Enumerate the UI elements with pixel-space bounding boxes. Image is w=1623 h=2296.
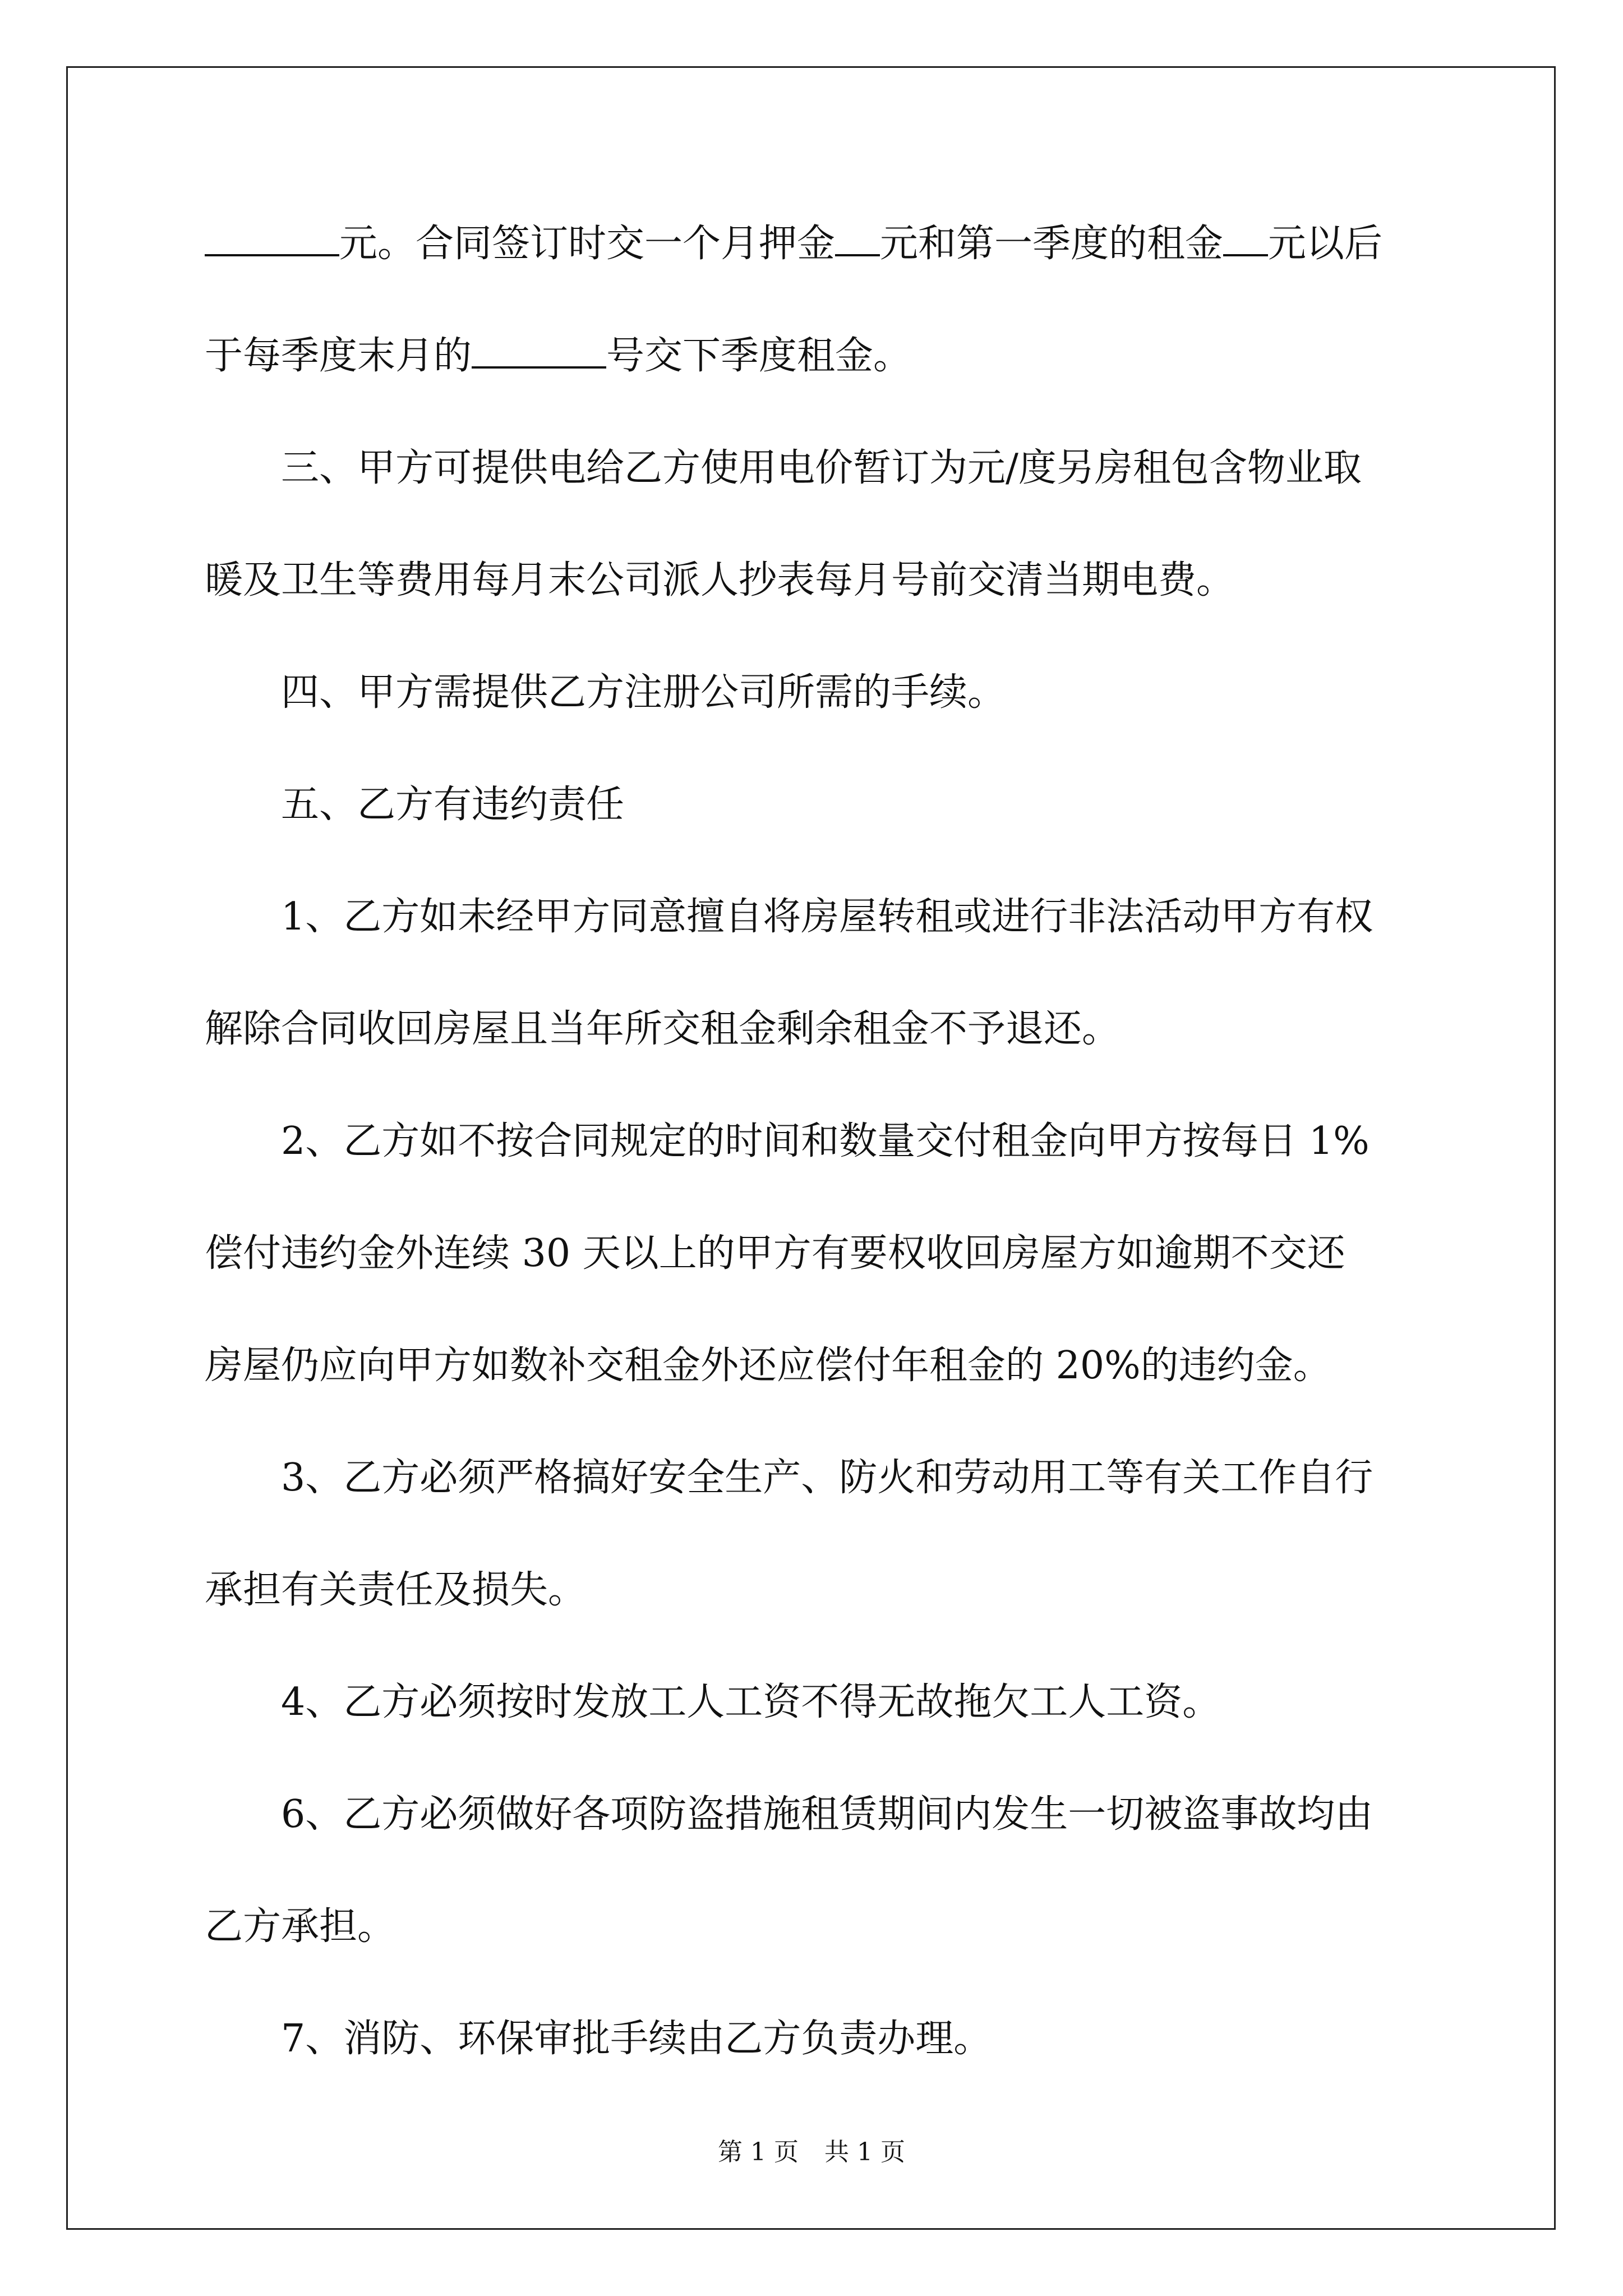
text-segment: 于每季度末月的 <box>205 334 472 378</box>
text-line-3: 三、甲方可提供电给乙方使用电价暂订为元/度另房租包含物业取 <box>281 446 1362 490</box>
text-segment: 元和第一季度的租金 <box>880 222 1224 266</box>
text-segment: 元以后 <box>1268 222 1383 266</box>
text-segment: 元。合同签订时交一个月押金 <box>339 222 836 266</box>
text-segment: 号交下季度租金。 <box>606 334 912 378</box>
fill-in-blank <box>835 222 880 256</box>
text-line-7: 1、乙方如未经甲方同意擅自将房屋转租或进行非法活动甲方有权 <box>281 895 1373 939</box>
text-line-5: 四、甲方需提供乙方注册公司所需的手续。 <box>281 670 1006 715</box>
text-line-14: 4、乙方必须按时发放工人工资不得无故拖欠工人工资。 <box>281 1680 1221 1724</box>
text-line-9: 2、乙方如不按合同规定的时间和数量交付租金向甲方按每日 1% <box>281 1119 1370 1163</box>
text-line-4: 暖及卫生等费用每月末公司派人抄表每月号前交清当期电费。 <box>205 558 1235 602</box>
text-line-12: 3、乙方必须严格搞好安全生产、防火和劳动用工等有关工作自行 <box>281 1456 1373 1500</box>
page-footer <box>0 2132 1623 2168</box>
page-number-total: 共 1 页 <box>824 2138 905 2166</box>
text-line-8: 解除合同收回房屋且当年所交租金剩余租金不予退还。 <box>205 1007 1121 1051</box>
text-line-1 <box>205 216 1419 272</box>
page-number-current: 第 1 页 <box>718 2138 799 2166</box>
text-line-11: 房屋仍应向甲方如数补交租金外还应偿付年租金的 20%的违约金。 <box>205 1343 1331 1388</box>
fill-in-blank <box>205 222 339 256</box>
text-line-15: 6、乙方必须做好各项防盗措施租赁期间内发生一切被盗事故均由 <box>281 1792 1373 1837</box>
fill-in-blank <box>472 334 606 369</box>
text-line-17: 7、消防、环保审批手续由乙方负责办理。 <box>281 2017 992 2061</box>
text-line-6: 五、乙方有违约责任 <box>281 783 625 827</box>
text-line-16: 乙方承担。 <box>205 1904 396 1949</box>
text-line-13: 承担有关责任及损失。 <box>205 1568 587 1612</box>
text-line-10: 偿付违约金外连续 30 天以上的甲方有要权收回房屋方如逾期不交还 <box>205 1231 1345 1276</box>
fill-in-blank <box>1223 222 1268 256</box>
text-line-2 <box>205 328 1419 384</box>
